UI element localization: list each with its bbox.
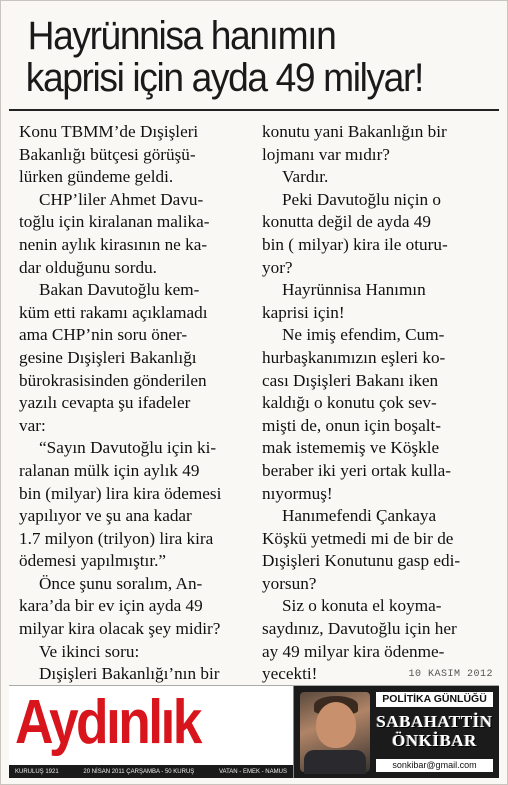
headline <box>9 15 468 99</box>
article-line: ay 49 milyar kira ödenme- <box>262 641 445 661</box>
columnist-first-name: SABAHATTİN <box>376 712 493 731</box>
article-line: Siz o konuta el koyma- <box>282 596 442 616</box>
footer-banner <box>9 685 499 778</box>
article-paragraph <box>19 573 255 641</box>
article-line: bin ( milyar) kira ile oturu- <box>262 234 448 254</box>
article-column-left <box>19 121 255 686</box>
article-paragraph <box>19 279 255 437</box>
article-line: yazılı cevapta şu ifadeler <box>19 393 191 413</box>
publication-date: 10 KASIM 2012 <box>408 669 493 680</box>
article-paragraph <box>262 189 500 279</box>
article-paragraph <box>19 663 255 686</box>
article-line: yapılıyor ve şu ana kadar <box>19 506 192 526</box>
article-line: kaprisi için! <box>262 302 345 322</box>
article-line: Bakan Davutoğlu kem- <box>39 280 200 300</box>
article-line: lürken gündeme geldi. <box>19 167 174 187</box>
article-line: nıyormuş! <box>262 483 333 503</box>
article-line: lojmanı var mıdır? <box>262 144 390 164</box>
article-line: Ne imiş efendim, Cum- <box>282 325 445 345</box>
headline-divider <box>9 109 499 111</box>
columnist-photo <box>300 692 370 772</box>
masthead-strip <box>9 765 293 778</box>
article-line: CHP’liler Ahmet Davu- <box>39 189 204 209</box>
article-line: Hayrünnisa Hanımın <box>282 280 426 300</box>
article-paragraph <box>262 166 500 189</box>
article-line: ralanan mülk için aylık 49 <box>19 460 200 480</box>
article-line: konutta değil de ayda 49 <box>262 212 431 232</box>
article-paragraph <box>19 189 255 279</box>
article-line: Köşkü yetmedi mi de bir de <box>262 528 454 548</box>
article-line: cası Dışişleri Bakanı iken <box>262 370 439 390</box>
article-line: ama CHP’nin soru öner- <box>19 325 188 345</box>
article-paragraph <box>19 641 255 664</box>
newspaper-logo: Aydınlık <box>15 688 200 757</box>
article-line: küm etti rakamı açıklamadı <box>19 302 208 322</box>
article-paragraph <box>262 121 500 166</box>
article-line: “Sayın Davutoğlu için ki- <box>39 438 217 458</box>
columnist-name <box>376 712 493 750</box>
article-line: yecekti! <box>262 664 318 684</box>
article-paragraph <box>262 324 500 505</box>
masthead-motto: VATAN - EMEK - NAMUS <box>218 768 287 775</box>
columnist-email: sonkibar@gmail.com <box>376 759 493 772</box>
headline-line-2: kaprisi için ayda 49 milyar! <box>25 56 423 100</box>
article-line: yor? <box>262 257 293 277</box>
newspaper-masthead <box>9 686 294 778</box>
article-line: yorsun? <box>262 573 317 593</box>
article-paragraph <box>19 121 255 189</box>
columnist-box <box>294 686 499 778</box>
article-line: Ve ikinci soru: <box>39 641 140 661</box>
article-line: konutu yani Bakanlığın bir <box>262 122 447 141</box>
article-line: hurbaşkanımızın eşleri ko- <box>262 347 446 367</box>
article-line: Konu TBMM’de Dışişleri <box>19 122 199 141</box>
article-line: bürokrasisinden gönderilen <box>19 370 207 390</box>
article-line: dar olduğunu sordu. <box>19 257 157 277</box>
headline-line-1: Hayrünnisa hanımın <box>27 14 336 58</box>
masthead-date: 20 NİSAN 2011 ÇARŞAMBA - 50 KURUŞ <box>83 768 195 775</box>
article-paragraph <box>262 505 500 595</box>
article-line: Peki Davutoğlu niçin o <box>282 189 441 209</box>
masthead-founded: KURULUŞ 1921 <box>15 768 59 775</box>
article-line: Dışişleri Bakanlığı’nın bir <box>39 664 220 684</box>
article-line: var: <box>19 415 46 435</box>
article-line: 1.7 milyon (trilyon) lira kira <box>19 528 214 548</box>
article-line: mak istememiş ve Köşkle <box>262 438 440 458</box>
article-line: Hanımefendi Çankaya <box>282 506 437 526</box>
article-line: Vardır. <box>282 167 329 187</box>
article-paragraph <box>19 437 255 573</box>
article-line: gesine Dışişleri Bakanlığı <box>19 347 197 367</box>
article-line: ödemesi yapılmıştır.” <box>19 551 167 571</box>
article-paragraph <box>262 279 500 324</box>
article-line: beraber iki yeri ortak kulla- <box>262 460 451 480</box>
article-line: mişti de, onun için boşalt- <box>262 415 442 435</box>
article-line: nenin aylık kirasının ne ka- <box>19 234 208 254</box>
article-line: kaldığı o konutu çok sev- <box>262 393 437 413</box>
article-line: saydınız, Davutoğlu için her <box>262 619 457 639</box>
columnist-last-name: ÖNKİBAR <box>392 731 477 750</box>
column-section-label: POLİTİKA GÜNLÜĞÜ <box>376 692 493 707</box>
article-line: Önce şunu soralım, An- <box>39 573 203 593</box>
article-line: Dışişleri Konutunu gasp edi- <box>262 551 461 571</box>
article-line: toğlu için kiralanan malika- <box>19 212 210 232</box>
article-column-right <box>262 121 500 686</box>
article-line: Bakanlığı bütçesi görüşü- <box>19 144 196 164</box>
article-line: kara’da bir ev için ayda 49 <box>19 596 203 616</box>
article-line: bin (milyar) lira kira ödemesi <box>19 483 222 503</box>
article-line: milyar kira olacak şey midir? <box>19 619 221 639</box>
